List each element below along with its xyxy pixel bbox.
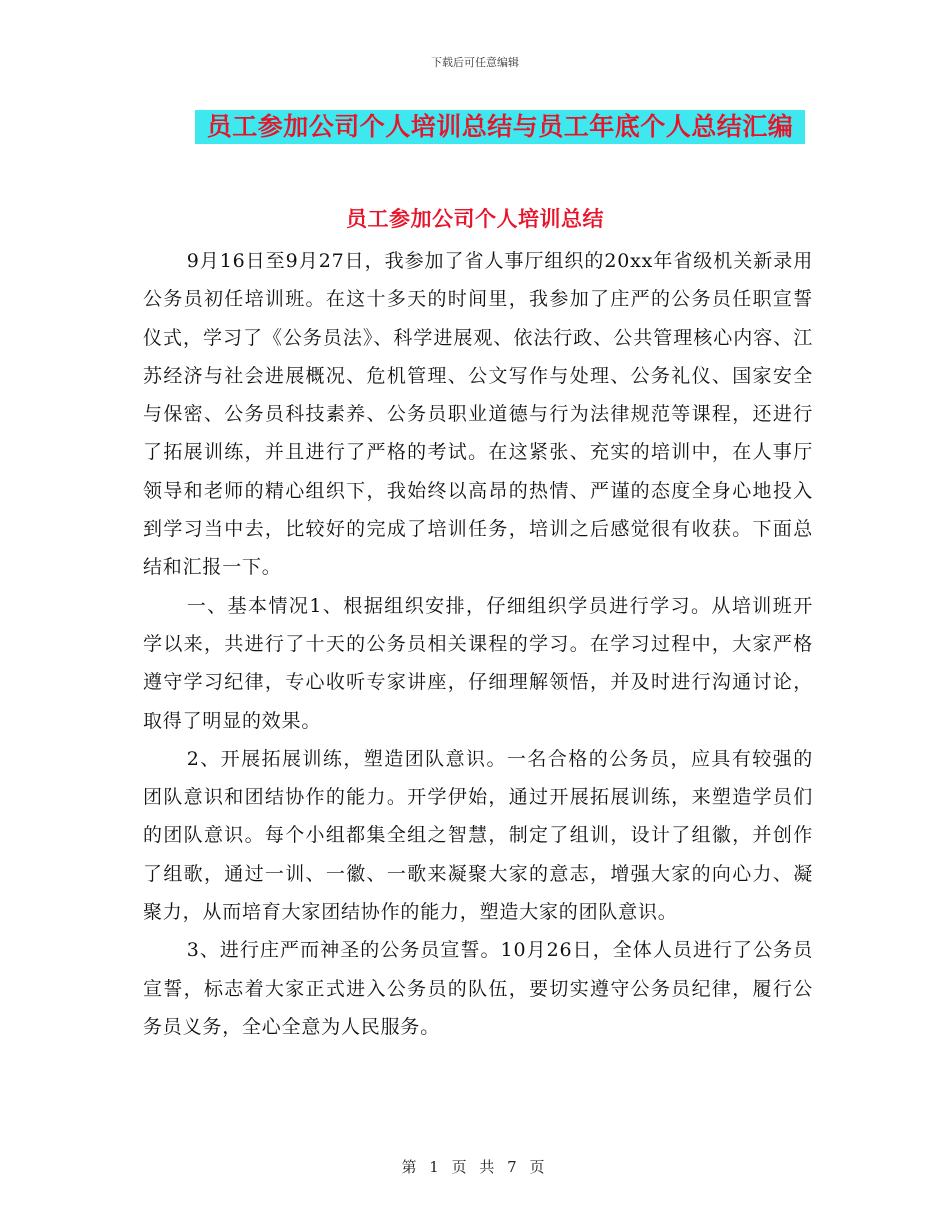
- main-title-highlight: [195, 110, 805, 144]
- page-number-footer: 第 1 页 共 7 页: [401, 1158, 549, 1176]
- main-title: 员工参加公司个人培训总结与员工年底个人总结汇编: [206, 112, 794, 141]
- paragraph: 一、基本情况1、根据组织安排，仔细组织学员进行学习。从培训班开学以来，共进行了十天的公务员相关课程的学习。在学习过程中，大家严格遵守学习纪律，专心收听专家讲座，仔细理解领悟，并及时进行沟通讨论，取得了明显的效果。: [143, 594, 813, 732]
- page-header-note: 下载后可任意编辑: [431, 56, 519, 69]
- paragraph: 9月16日至9月27日，我参加了省人事厅组织的20xx年省级机关新录用公务员初任培训班。在这十多天的时间里，我参加了庄严的公务员任职宣誓仪式，学习了《公务员法》、科学进展观、依法行政、公共管理核心内容、江苏经济与社会进展概况、危机管理、公文写作与处理、公务礼仪、国家安全与保密、公务员科技素养、公务员职业道德与行为法律规范等课程，还进行了拓展训练，并且进行了严格的考试。在这紧张、充实的培训中，在人事厅领导和老师的精心组织下，我始终以高昂的热情、严谨的态度全身心地投入到学习当中去，比较好的完成了培训任务，培训之后感觉很有收获。下面总结和汇报一下。: [143, 250, 813, 579]
- paragraph: 3、进行庄严而神圣的公务员宣誓。10月26日，全体人员进行了公务员宣誓，标志着大家正式进入公务员的队伍，要切实遵守公务员纪律，履行公务员义务，全心全意为人民服务。: [143, 939, 813, 1038]
- paragraph: 2、开展拓展训练，塑造团队意识。一名合格的公务员，应具有较强的团队意识和团结协作的能力。开学伊始，通过开展拓展训练，来塑造学员们的团队意识。每个小组都集全组之智慧，制定了组训，设计了组徽，并创作了组歌，通过一训、一徽、一歌来凝聚大家的意志，增强大家的向心力、凝聚力，从而培育大家团结协作的能力，塑造大家的团队意识。: [143, 747, 813, 924]
- section-title: 员工参加公司个人培训总结: [346, 207, 604, 231]
- document-body: [143, 220, 813, 1046]
